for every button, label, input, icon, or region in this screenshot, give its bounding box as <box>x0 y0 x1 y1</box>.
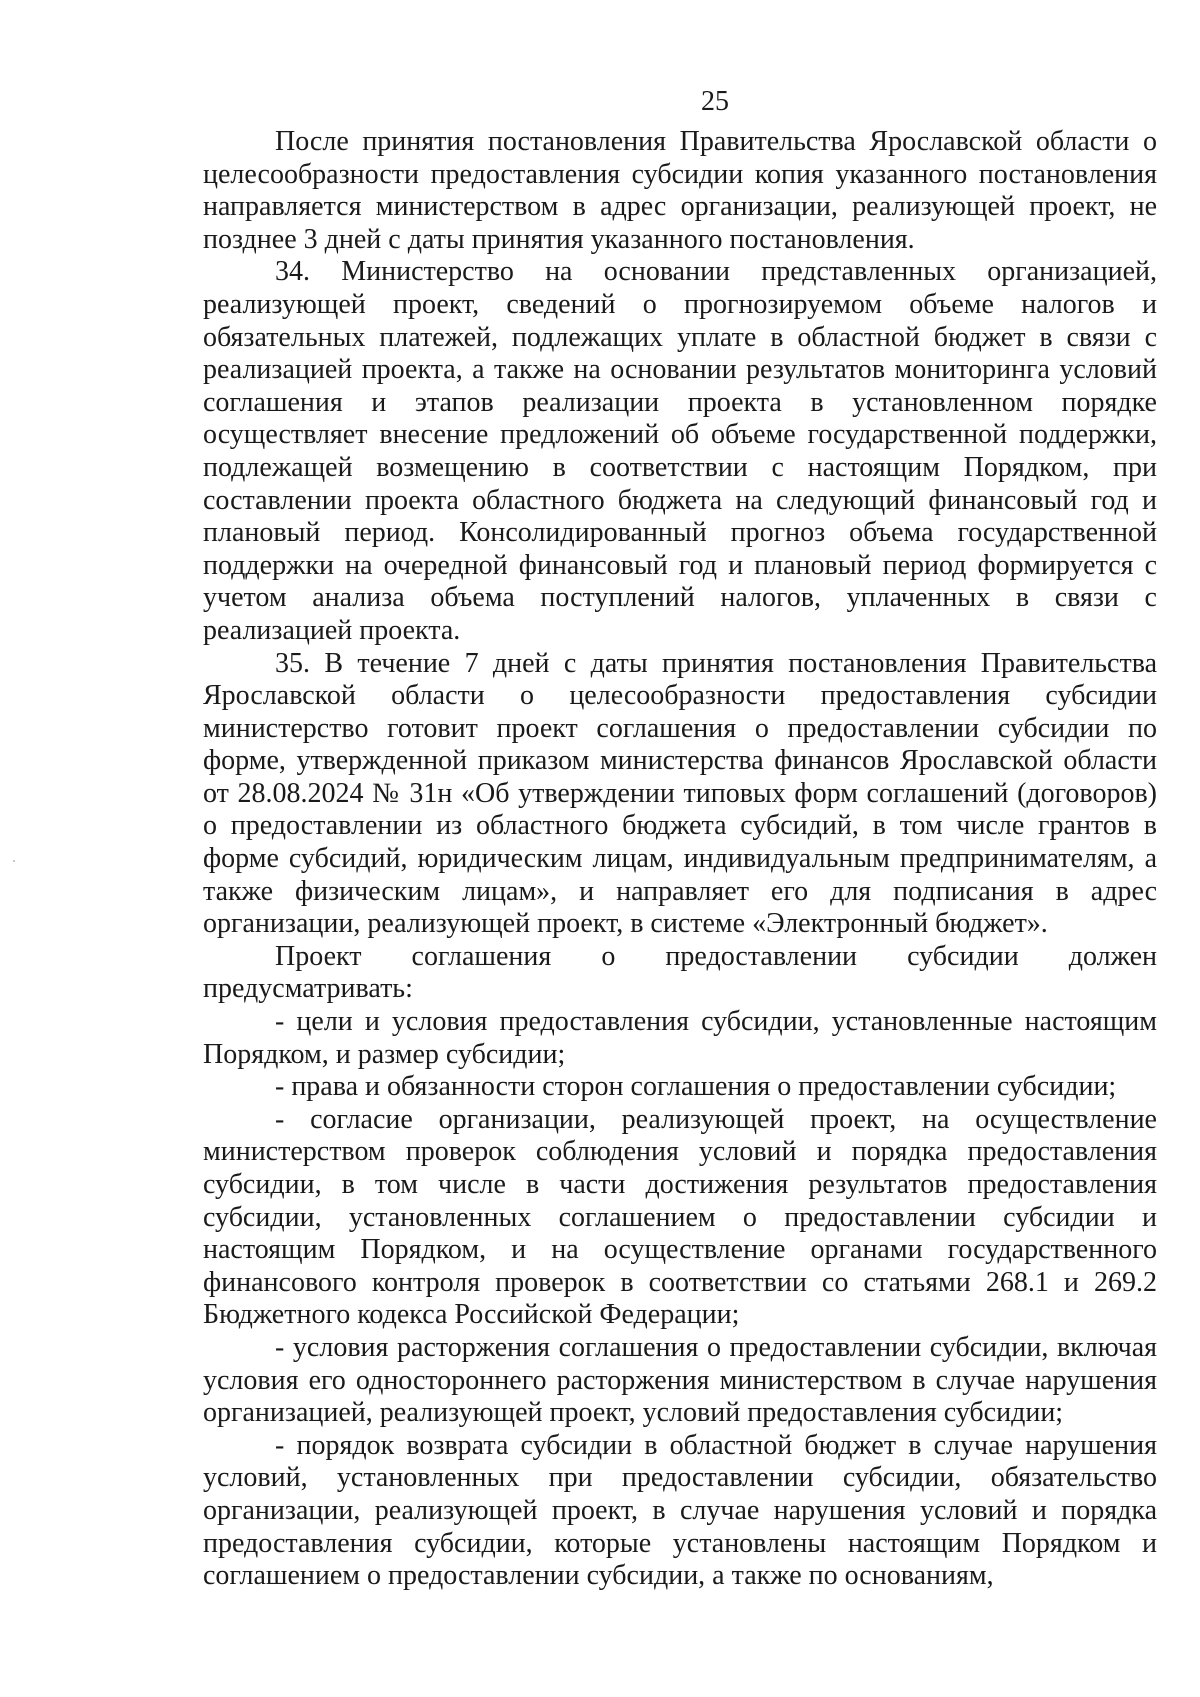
list-item-termination-conditions: - условия расторжения соглашения о предоставлении субсидии, включая условия его одностороннего расторжения министерством в случае нарушения организацией, реализующей проект, условий предоставления субсидии; <box>203 1331 1157 1429</box>
page-number: 25 <box>701 86 729 117</box>
list-item-consent-inspections: - согласие организации, реализующей проект, на осуществление министерством проверок соблюдения условий и порядка предоставления субсидии, в том числе в части достижения результатов предоставления субсидии, установленных соглашением о предоставлении субсидии и настоящим Порядком, и на осуществление органами государственного финансового контроля проверок в соответствии со статьями 268.1 и 269.2 Бюджетного кодекса Российской Федерации; <box>203 1103 1157 1331</box>
scan-artifact <box>13 860 15 862</box>
list-item-goals-conditions: - цели и условия предоставления субсидии, установленные настоящим Порядком, и размер субсидии; <box>203 1006 1157 1070</box>
list-item-refund-procedure: - порядок возврата субсидии в областной бюджет в случае нарушения условий, установленных при предоставлении субсидии, обязательство организации, реализующей проект, в случае нарушения условий и порядка предоставления субсидии, которые установлены настоящим Порядком и соглашением о предоставлении субсидии, а также по основаниям, <box>203 1429 1157 1592</box>
paragraph-item-34: 34. Министерство на основании представленных организацией, реализующей проект, сведений о прогнозируемом объеме налогов и обязательных платежей, подлежащих уплате в областной бюджет в связи с реализацией проекта, а также на основании результатов мониторинга условий соглашения и этапов реализации проекта в установленном порядке осуществляет внесение предложений об объеме государственной поддержки, подлежащей возмещению в соответствии с настоящим Порядком, при составлении проекта областного бюджета на следующий финансовый год и плановый период. Консолидированный прогноз объема государственной поддержки на очередной финансовый год и плановый период формируется с учетом анализа объема поступлений налогов, уплаченных в связи с реализацией проекта. <box>203 256 1157 646</box>
list-item-rights-duties: - права и обязанности сторон соглашения о предоставлении субсидии; <box>275 1071 1117 1103</box>
document-body <box>203 126 1157 1593</box>
paragraph-decision-copy: После принятия постановления Правительства Ярославской области о целесообразности предоставления субсидии копия указанного постановления направляется министерством в адрес организации, реализующей проект, не позднее 3 дней с даты принятия указанного постановления. <box>203 126 1157 255</box>
paragraph-agreement-requirements: Проект соглашения о предоставлении субсидии должен предусматривать: <box>203 940 1157 1005</box>
paragraph-item-35: 35. В течение 7 дней с даты принятия постановления Правительства Ярославской области о целесообразности предоставления субсидии министерство готовит проект соглашения о предоставлении субсидии по форме, утвержденной приказом министерства финансов Ярославской области от 28.08.2024 № 31н «Об утверждении типовых форм соглашений (договоров) о предоставлении из областного бюджета субсидий, в том числе грантов в форме субсидий, юридическим лицам, индивидуальным предпринимателям, а также физическим лицам», и направляет его для подписания в адрес организации, реализующей проект, в системе «Электронный бюджет». <box>203 647 1157 940</box>
